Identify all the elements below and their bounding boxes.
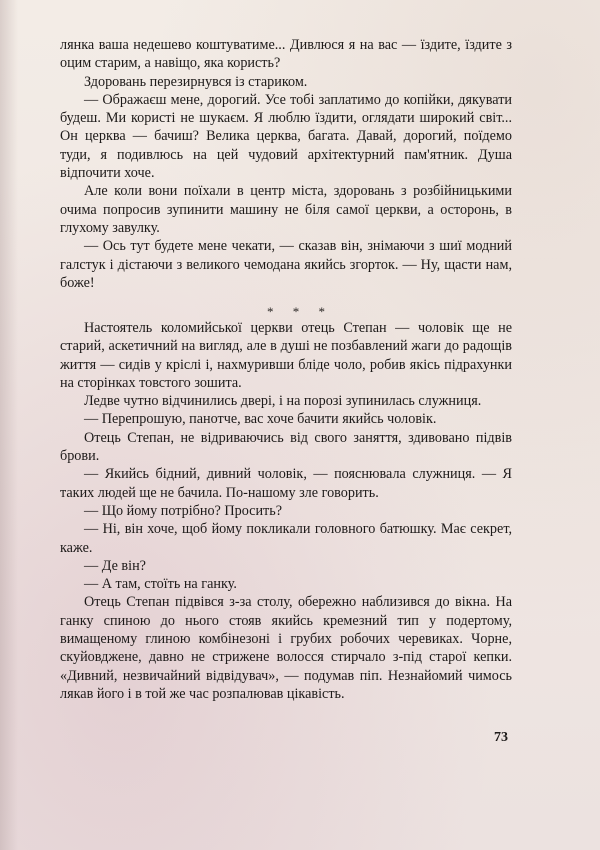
paragraph: — Ні, він хоче, щоб йому покликали головного батюшку. Має секрет, каже. (60, 521, 512, 556)
paragraph: Отець Степан підвівся з-за столу, обережно наблизився до вікна. На ганку спиною до нього стояв якийсь кремезний тип у подертому, вимащеному глиною комбінезоні і грубих робочих черевиках. Чорне, скуйовджене, давно не стрижене волосся стирчало з-під старої кепки. «Дивний, незвичайний відвідувач», — подумав піп. Незнайомий чимось лякав його і в той же час розпалював цікавість. (60, 594, 512, 702)
paragraph: — Якийсь бідний, дивний чоловік, — пояснювала служниця. — Я таких людей ще не бачила. По-нашому зле говорить. (60, 466, 512, 501)
paragraph: — А там, стоїть на ганку. (84, 576, 237, 593)
paragraph: Настоятель коломийської церкви отець Степан — чоловік ще не старий, аскетичний на вигляд, але в душі не позбавлений жаги до радощів життя — сидів у кріслі і, нахмуривши бліде чоло, робив якісь підрахунки на сторінках товстого зошита. (60, 320, 512, 391)
paragraph: — Перепрошую, панотче, вас хоче бачити якийсь чоловік. (84, 411, 437, 428)
paragraph: Отець Степан, не відриваючись від свого заняття, здивовано підвів брови. (60, 429, 512, 465)
paragraph: — Ось тут будете мене чекати, — сказав він, знімаючи з шиї модний галстук і дістаючи з великого чемодана якийсь згорток. — Ну, щасти нам, боже! (60, 238, 512, 291)
text-block-top (60, 36, 512, 292)
paragraph: — Що йому потрібно? Просить? (84, 502, 283, 519)
paragraph: Здоровань перезирнувся із стариком. (84, 73, 308, 90)
paragraph: — Де він? (84, 557, 146, 574)
paragraph: Але коли вони поїхали в центр міста, здоровань з розбійницькими очима попросив зупинити машину не біля самої церкви, а осторонь, в глухому завулку. (60, 183, 512, 236)
paragraph: — Ображаєш мене, дорогий. Усе тобі заплатимо до копійки, дякувати будеш. Ми користі не шукаєм. Я люблю їздити, оглядати широкий світ... Он церква — бачиш? Велика церква, багата. Давай, дорогий, поїдемо туди, я подивлюсь на цей чудовий архітектурний пам'ятник. Душа відпочити хоче. (60, 91, 512, 182)
paragraph-continuation: лянка ваша недешево коштуватиме... Дивлюся я на вас — їздите, їздите з оцим старим, а навіщо, яка користь? (60, 37, 512, 72)
section-separator: * * * (267, 304, 333, 319)
paragraph: Ледве чутно відчинились двері, і на порозі зупинилась служниця. (84, 393, 482, 410)
page-edge-shadow (0, 0, 18, 850)
text-block-bottom (60, 319, 512, 703)
page-number: 73 (494, 730, 508, 745)
